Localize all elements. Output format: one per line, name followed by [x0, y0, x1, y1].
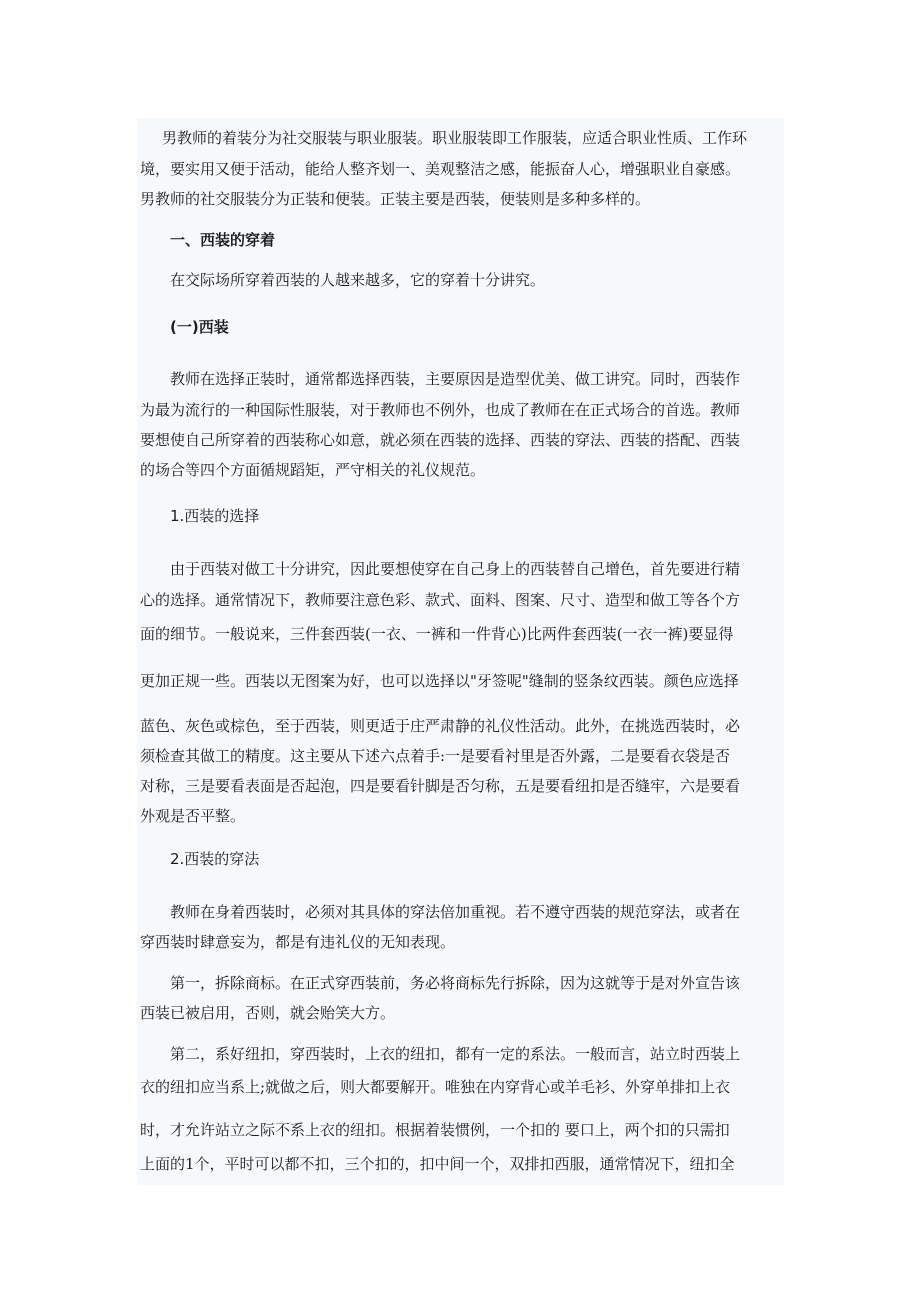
section-heading: 一、西装的穿着: [170, 231, 276, 249]
paragraph-line: 境，要实用又便于活动，能给人整齐划一、美观整洁之感，能振奋人心，增强职业自豪感。: [140, 160, 741, 178]
paragraph-line: 须检查其做工的精度。这主要从下述六点着手:一是要看衬里是否外露，二是要看衣袋是否: [140, 747, 731, 765]
paragraph-line: 穿西装时肆意妄为，都是有违礼仪的无知表现。: [140, 933, 456, 951]
paragraph-line: 要想使自己所穿着的西装称心如意，就必须在西装的选择、西装的穿法、西装的搭配、西装: [140, 431, 741, 449]
paragraph-line: 教师在选择正装时，通常都选择西装，主要原因是造型优美、做工讲究。同时，西装作: [170, 370, 741, 388]
paragraph-line: 面的细节。一般说来，三件套西装(一衣、一裤和一件背心)比两件套西装(一衣一裤)要显得: [140, 625, 734, 643]
paragraph-line: 第二，系好纽扣，穿西装时，上衣的纽扣，都有一定的系法。一般而言，站立时西装上: [170, 1045, 741, 1063]
paragraph-line: 对称，三是要看表面是否起泡，四是要看针脚是否匀称，五是要看纽扣是否缝牢，六是要看: [140, 777, 741, 795]
paragraph-line: 为最为流行的一种国际性服装，对于教师也不例外，也成了教师在在正式场合的首选。教师: [140, 401, 741, 419]
item-heading: 2.西装的穿法: [170, 850, 260, 868]
paragraph-line: 的场合等四个方面循规蹈矩，严守相关的礼仪规范。: [140, 461, 486, 479]
subsection-heading: (一)西装: [170, 318, 229, 336]
paragraph-line: 西装已被启用，否则，就会贻笑大方。: [140, 1004, 396, 1022]
paragraph-line: 心的选择。通常情况下，教师要注意色彩、款式、面料、图案、尺寸、造型和做工等各个方: [140, 591, 741, 609]
paragraph-line: 上面的1个，平时可以都不扣，三个扣的，扣中间一个，双排扣西服，通常情况下，纽扣全: [140, 1155, 735, 1173]
paragraph-line: 由于西装对做工十分讲究，因此要想使穿在自己身上的西装替自己增色，首先要进行精: [170, 560, 741, 578]
paragraph-line: 蓝色、灰色或棕色，至于西装，则更适于庄严肃静的礼仪性活动。此外，在挑选西装时，必: [140, 717, 741, 735]
paragraph-line: 男教师的社交服装分为正装和便装。正装主要是西装，便装则是多种多样的。: [140, 190, 651, 208]
paragraph-line: 教师在身着西装时，必须对其具体的穿法倍加重视。若不遵守西装的规范穿法，或者在: [170, 903, 741, 921]
paragraph-line: 衣的纽扣应当系上;就做之后，则大都要解开。唯独在内穿背心或羊毛衫、外穿单排扣上衣: [140, 1078, 731, 1096]
paragraph-line: 第一，拆除商标。在正式穿西装前，务必将商标先行拆除，因为这就等于是对外宣告该: [170, 974, 741, 992]
paragraph-line: 在交际场所穿着西装的人越来越多，它的穿着十分讲究。: [170, 271, 546, 289]
item-heading: 1.西装的选择: [170, 507, 260, 525]
paragraph-line: 男教师的着装分为社交服装与职业服装。职业服装即工作服装，应适合职业性质、工作环: [147, 129, 748, 147]
paragraph-line: 更加正规一些。西装以无图案为好，也可以选择以"牙签呢"缝制的竖条纹西装。颜色应选择: [140, 672, 739, 690]
paragraph-line: 外观是否平整。: [140, 807, 246, 825]
paragraph-line: 时，才允许站立之际不系上衣的纽扣。根据着装惯例，一个扣的 要口上，两个扣的只需扣: [140, 1121, 730, 1139]
document-body: [137, 118, 784, 1185]
